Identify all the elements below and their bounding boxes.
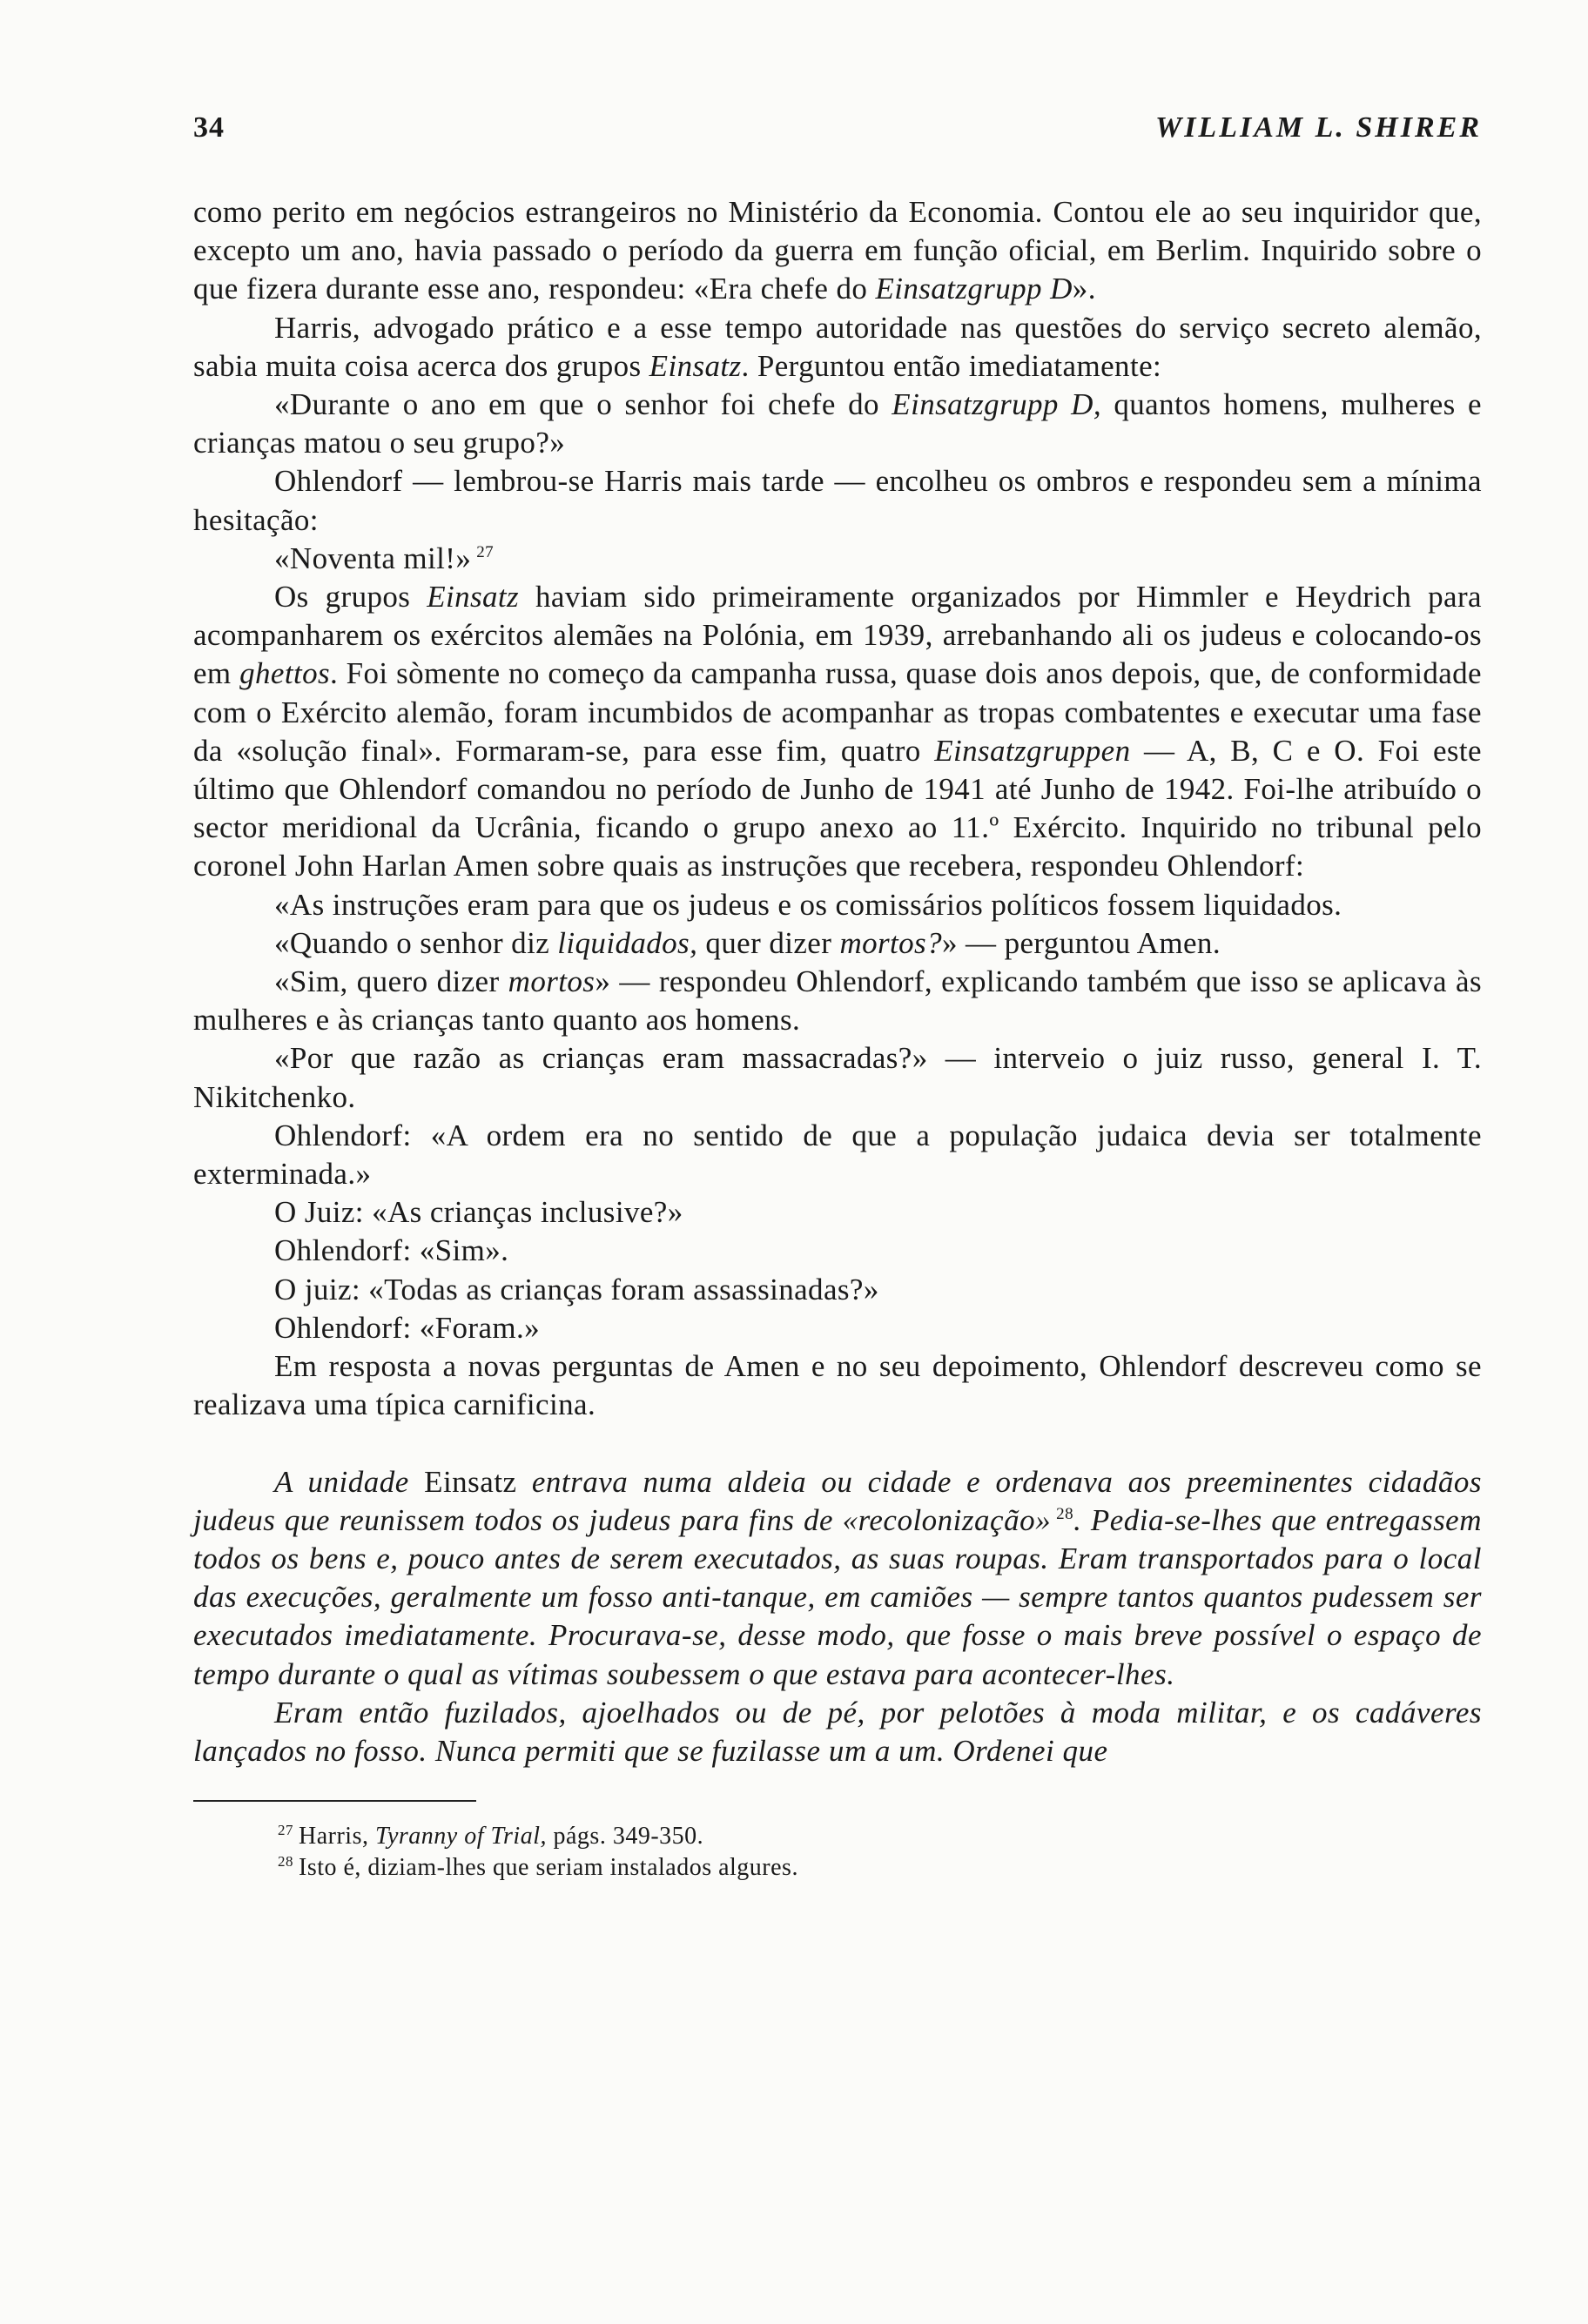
paragraph: «As instruções eram para que os judeus e os comissários políticos fossem liquidados. <box>274 887 1342 922</box>
book-page <box>193 111 1482 1884</box>
paragraph: «Sim, quero dizer mortos» — respondeu Ohlendorf, explicando também que isso se aplicava às mulheres e às crianças tanto quanto aos homens. <box>193 964 1482 1038</box>
footnotes <box>193 1821 1482 1884</box>
paragraph: Em resposta a novas perguntas de Amen e no seu depoimento, Ohlendorf descreveu como se realizava uma típica carnificina. <box>193 1349 1482 1422</box>
page-number: 34 <box>193 111 225 144</box>
paragraph: Ohlendorf: «Sim». <box>274 1233 509 1268</box>
paragraph: Ohlendorf: «A ordem era no sentido de que a população judaica devia ser totalmente exterminada.» <box>193 1118 1482 1192</box>
footnote-ref: 28 <box>1056 1505 1074 1524</box>
paragraph: Harris, advogado prático e a esse tempo autoridade nas questões do serviço secreto alemão, sabia muita coisa acerca dos grupos Einsatz. Perguntou então imediatamente: <box>193 310 1482 383</box>
paragraph: O Juiz: «As crianças inclusive?» <box>274 1195 683 1230</box>
paragraph: como perito em negócios estrangeiros no Ministério da Economia. Contou ele ao seu inquiridor que, excepto um ano, havia passado o período da guerra em função oficial, em Berlim. Inquirido sobre o que fizera durante esse ano, respondeu: «Era chefe do Einsatzgrupp D». <box>193 195 1482 306</box>
paragraph: Ohlendorf — lembrou-se Harris mais tarde — encolheu os ombros e respondeu sem a mínima hesitação: <box>193 464 1482 537</box>
paragraph: «Por que razão as crianças eram massacradas?» — interveio o juiz russo, general I. T. Nikitchenko. <box>193 1041 1482 1114</box>
footnote: $^{27}$ Harris, Tyranny of Trial, págs. 349-350. <box>278 1821 704 1850</box>
paragraph: Os grupos Einsatz haviam sido primeiramente organizados por Himmler e Heydrich para acompanharem os exércitos alemães na Polónia, em 1939, arrebanhando ali os judeus e colocando-os em ghettos. Foi sòmente no começo da campanha russa, quase dois anos depois, que, de conformidade com o Exército alemão, foram incumbidos de acompanhar as tropas combatentes e executar uma fase da «solução final». Formaram-se, para esse fim, quatro Einsatzgruppen — A, B, C e O. Foi este último que Ohlendorf comandou no período de Junho de 1941 até Junho de 1942. Foi-lhe atribuído o sector meridional da Ucrânia, ficando o grupo anexo ao 11.º Exército. Inquirido no tribunal pelo coronel John Harlan Amen sobre quais as instruções que recebera, respondeu Ohlendorf: <box>193 580 1482 883</box>
footnote: $^{28}$ Isto é, diziam-lhes que seriam instalados algures. <box>278 1852 798 1882</box>
paragraph: Ohlendorf: «Foram.» <box>274 1310 541 1345</box>
paragraph: O juiz: «Todas as crianças foram assassinadas?» <box>274 1272 879 1306</box>
footnote-ref: 27 <box>476 543 495 562</box>
main-text <box>193 193 1482 1425</box>
paragraph: «Quando o senhor diz liquidados, quer dizer mortos?» — perguntou Amen. <box>274 925 1221 960</box>
footnote-separator <box>193 1800 476 1802</box>
block-quote <box>193 1463 1482 1771</box>
running-head-author: WILLIAM L. SHIRER <box>1154 111 1482 144</box>
paragraph: «Durante o ano em que o senhor foi chefe do Einsatzgrupp D, quantos homens, mulheres e crianças matou o seu grupo?» <box>193 387 1482 460</box>
paragraph: «Noventa mil!» $^{27}$ <box>274 541 495 575</box>
quote-paragraph: Eram então fuzilados, ajoelhados ou de pé, por pelotões à moda militar, e os cadáveres lançados no fosso. Nunca permiti que se fuzilasse um a um. Ordenei que <box>193 1695 1482 1768</box>
quote-paragraph: A unidade Einsatz entrava numa aldeia ou cidade e ordenava aos preeminentes cidadãos judeus que reunissem todos os judeus para fins de «recolonização» $^{28}$. Pedia-se-lhes que entregassem todos os bens e, pouco antes de serem executados, as suas roupas. Eram transportados para o local das execuções, geralmente um fosso anti-tanque, em camiões — sempre tantos quantos pudessem ser executados imediatamente. Procurava-se, desse modo, que fosse o mais breve possível o espaço de tempo durante o qual as vítimas soubessem o que estava para acontecer-lhes. <box>193 1464 1482 1691</box>
running-header <box>193 111 1482 144</box>
